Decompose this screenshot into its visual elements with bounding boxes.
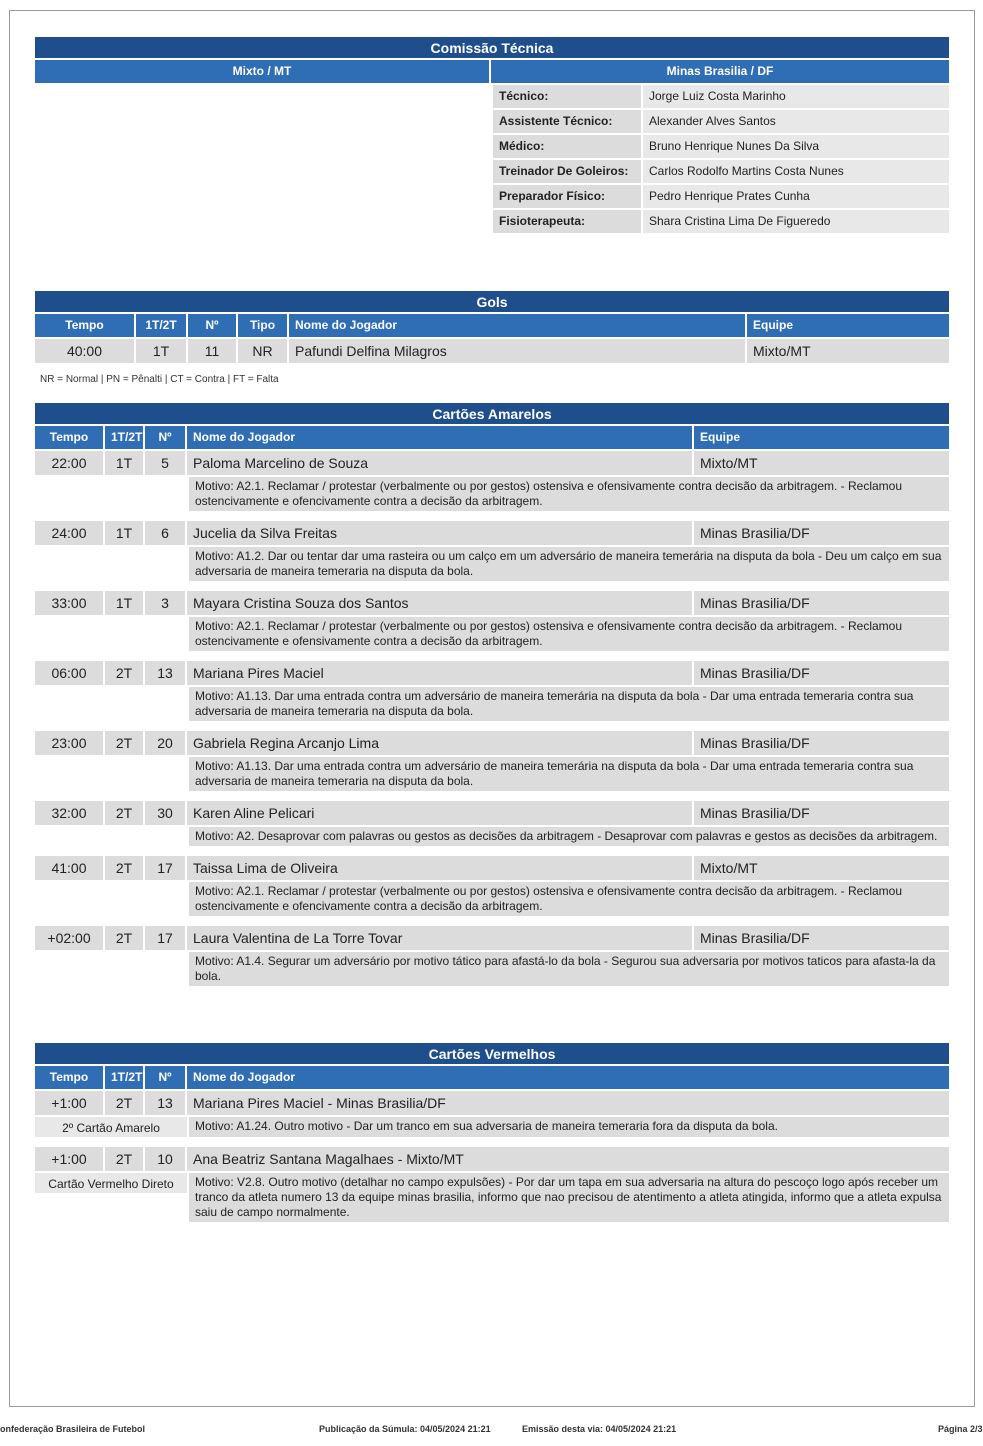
card-numero: 10 (145, 1147, 187, 1171)
card-motivo: Motivo: A2.1. Reclamar / protestar (verbalmente ou por gestos) ostensiva e ofensivamente contra decisão da arbitragem. - Reclamou ostencivamente e ofensivamente contra a decisão da arbitragem. (189, 617, 949, 651)
card-tempo: +1:00 (35, 1147, 105, 1171)
goal-periodo: 1T (136, 339, 188, 363)
yellow-card-entry (35, 661, 949, 721)
staff-name: Jorge Luiz Costa Marinho (643, 85, 949, 108)
yellow-card-entry (35, 731, 949, 791)
cartoes-vermelhos-section (35, 1043, 949, 1232)
table-row (35, 339, 949, 363)
card-tempo: 22:00 (35, 451, 105, 475)
col-jogador: Nome do Jogador (289, 314, 747, 337)
card-tipo: 2º Cartão Amarelo (35, 1117, 187, 1137)
card-jogador: Mariana Pires Maciel - Minas Brasilia/DF (187, 1091, 949, 1115)
gols-section (35, 291, 949, 363)
staff-row (493, 85, 949, 108)
yellow-card-entry (35, 451, 949, 511)
col-numero: Nº (188, 314, 238, 337)
col-jogador: Nome do Jogador (187, 426, 694, 449)
card-detail (35, 1115, 949, 1137)
card-tempo: 23:00 (35, 731, 105, 755)
card-numero: 17 (145, 856, 187, 880)
table-row (35, 926, 949, 950)
col-equipe: Equipe (694, 426, 949, 449)
amarelos-title: Cartões Amarelos (35, 403, 949, 426)
card-motivo: Motivo: A1.24. Outro motivo - Dar um tranco em sua adversaria de maneira temeraria fora da disputa da bola. (189, 1117, 949, 1137)
staff-row (493, 160, 949, 183)
col-numero: Nº (145, 426, 187, 449)
staff-name: Carlos Rodolfo Martins Costa Nunes (643, 160, 949, 183)
card-jogador: Mayara Cristina Souza dos Santos (187, 591, 694, 615)
card-motivo: Motivo: A2.1. Reclamar / protestar (verbalmente ou por gestos) ostensiva e ofensivamente contra decisão da arbitragem. - Reclamou ostencivamente e ofencivamente contra a decisão da arbitragem. (189, 477, 949, 511)
goal-equipe: Mixto/MT (747, 339, 949, 363)
card-equipe: Minas Brasilia/DF (694, 731, 949, 755)
card-jogador: Laura Valentina de La Torre Tovar (187, 926, 694, 950)
staff-list (493, 85, 949, 233)
col-periodo: 1T/2T (105, 1066, 145, 1089)
card-equipe: Mixto/MT (694, 451, 949, 475)
card-periodo: 2T (105, 856, 145, 880)
card-motivo: Motivo: A1.2. Dar ou tentar dar uma rasteira ou um calço em um adversário de maneira temerária na disputa da bola - Deu um calço em sua adversaria de maneira temeraria na disputa da bola. (189, 547, 949, 581)
card-motivo: Motivo: A2.1. Reclamar / protestar (verbalmente ou por gestos) ostensiva e ofensivamente contra decisão da arbitragem. - Reclamou ostencivamente e ofencivamente contra a decisão da arbitragem. (189, 882, 949, 916)
card-jogador: Mariana Pires Maciel (187, 661, 694, 685)
comissao-tecnica-section (35, 37, 949, 233)
card-tempo: 32:00 (35, 801, 105, 825)
team-right-header: Minas Brasilia / DF (491, 60, 949, 83)
col-periodo: 1T/2T (105, 426, 145, 449)
card-jogador: Paloma Marcelino de Souza (187, 451, 694, 475)
yellow-card-entry (35, 926, 949, 986)
card-numero: 3 (145, 591, 187, 615)
goal-tipo: NR (238, 339, 289, 363)
yellow-card-entry (35, 856, 949, 916)
table-row (35, 661, 949, 685)
table-row (35, 801, 949, 825)
col-equipe: Equipe (747, 314, 949, 337)
staff-role: Médico: (493, 135, 643, 158)
card-numero: 30 (145, 801, 187, 825)
card-tempo: +1:00 (35, 1091, 105, 1115)
table-row (35, 731, 949, 755)
staff-name: Alexander Alves Santos (643, 110, 949, 133)
card-periodo: 2T (105, 1091, 145, 1115)
col-jogador: Nome do Jogador (187, 1066, 949, 1089)
goal-numero: 11 (188, 339, 238, 363)
card-numero: 13 (145, 661, 187, 685)
col-numero: Nº (145, 1066, 187, 1089)
card-periodo: 1T (105, 451, 145, 475)
staff-name: Pedro Henrique Prates Cunha (643, 185, 949, 208)
red-card-entry (35, 1091, 949, 1137)
card-equipe: Minas Brasilia/DF (694, 521, 949, 545)
card-tempo: 06:00 (35, 661, 105, 685)
comissao-title: Comissão Técnica (35, 37, 949, 60)
card-tempo: 24:00 (35, 521, 105, 545)
card-numero: 20 (145, 731, 187, 755)
card-periodo: 2T (105, 801, 145, 825)
col-tipo: Tipo (238, 314, 289, 337)
card-equipe: Minas Brasilia/DF (694, 591, 949, 615)
yellow-card-list (35, 451, 949, 986)
col-tempo: Tempo (35, 426, 105, 449)
gols-title: Gols (35, 291, 949, 314)
col-tempo: Tempo (35, 1066, 105, 1089)
table-row (35, 591, 949, 615)
card-motivo: Motivo: A1.13. Dar uma entrada contra um adversário de maneira temerária na disputa da bola - Dar uma entrada temeraria contra sua adversaria de maneira temeraria na disputa da bola. (189, 687, 949, 721)
card-periodo: 1T (105, 591, 145, 615)
footer-emissao: Emissão desta via: 04/05/2024 21:21 (522, 1424, 677, 1434)
staff-row (493, 135, 949, 158)
card-jogador: Karen Aline Pelicari (187, 801, 694, 825)
goal-jogador: Pafundi Delfina Milagros (289, 339, 747, 363)
staff-name: Shara Cristina Lima De Figueredo (643, 210, 949, 233)
card-numero: 13 (145, 1091, 187, 1115)
table-row (35, 521, 949, 545)
staff-role: Fisioterapeuta: (493, 210, 643, 233)
staff-role: Técnico: (493, 85, 643, 108)
card-periodo: 2T (105, 1147, 145, 1171)
card-tempo: +02:00 (35, 926, 105, 950)
card-periodo: 1T (105, 521, 145, 545)
table-row (35, 856, 949, 880)
goal-tempo: 40:00 (35, 339, 136, 363)
staff-row (493, 185, 949, 208)
col-periodo: 1T/2T (136, 314, 188, 337)
gols-legend: NR = Normal | PN = Pênalti | CT = Contra | FT = Falta (40, 374, 279, 385)
vermelhos-title: Cartões Vermelhos (35, 1043, 949, 1066)
card-jogador: Gabriela Regina Arcanjo Lima (187, 731, 694, 755)
footer-pagina: Página 2/3 (938, 1424, 983, 1434)
card-numero: 5 (145, 451, 187, 475)
footer-org: onfederação Brasileira de Futebol (0, 1424, 146, 1434)
card-motivo: Motivo: A2. Desaprovar com palavras ou gestos as decisões da arbitragem - Desaprovar com palavras e gestos as decisões da arbitragem. (189, 827, 949, 846)
col-tempo: Tempo (35, 314, 136, 337)
card-equipe: Mixto/MT (694, 856, 949, 880)
red-card-entry (35, 1147, 949, 1222)
card-detail (35, 1171, 949, 1222)
card-equipe: Minas Brasilia/DF (694, 801, 949, 825)
card-motivo: Motivo: A1.13. Dar uma entrada contra um adversário de maneira temerária na disputa da bola - Dar uma entrada temeraria contra sua adversaria de maneira temeraria na disputa da bola. (189, 757, 949, 791)
table-row (35, 451, 949, 475)
yellow-card-entry (35, 591, 949, 651)
yellow-card-entry (35, 521, 949, 581)
card-numero: 17 (145, 926, 187, 950)
red-card-list (35, 1091, 949, 1222)
cartoes-amarelos-section (35, 403, 949, 996)
card-periodo: 2T (105, 731, 145, 755)
card-tipo: Cartão Vermelho Direto (35, 1173, 187, 1193)
staff-role: Assistente Técnico: (493, 110, 643, 133)
footer-publicacao: Publicação da Súmula: 04/05/2024 21:21 (319, 1424, 491, 1434)
card-jogador: Taissa Lima de Oliveira (187, 856, 694, 880)
card-equipe: Minas Brasilia/DF (694, 661, 949, 685)
table-row (35, 1091, 949, 1115)
card-motivo: Motivo: A1.4. Segurar um adversário por motivo tático para afastá-lo da bola - Segurou sua adversaria por motivos taticos para afasta-la da bola. (189, 952, 949, 986)
yellow-card-entry (35, 801, 949, 846)
card-tempo: 33:00 (35, 591, 105, 615)
card-periodo: 2T (105, 661, 145, 685)
card-equipe: Minas Brasilia/DF (694, 926, 949, 950)
card-tempo: 41:00 (35, 856, 105, 880)
card-jogador: Ana Beatriz Santana Magalhaes - Mixto/MT (187, 1147, 949, 1171)
staff-row (493, 110, 949, 133)
table-row (35, 1147, 949, 1171)
staff-row (493, 210, 949, 233)
card-periodo: 2T (105, 926, 145, 950)
team-left-header: Mixto / MT (35, 60, 491, 83)
card-jogador: Jucelia da Silva Freitas (187, 521, 694, 545)
staff-role: Treinador De Goleiros: (493, 160, 643, 183)
staff-role: Preparador Físico: (493, 185, 643, 208)
staff-name: Bruno Henrique Nunes Da Silva (643, 135, 949, 158)
card-numero: 6 (145, 521, 187, 545)
card-motivo: Motivo: V2.8. Outro motivo (detalhar no campo expulsões) - Por dar um tapa em sua adversaria na altura do pescoço logo após receber um tranco da atleta numero 13 da equipe minas brasilia, informo que nao precisou de atentimento a atleta atingida, informo que a atleta expulsa saiu de campo normalmente. (189, 1173, 949, 1222)
